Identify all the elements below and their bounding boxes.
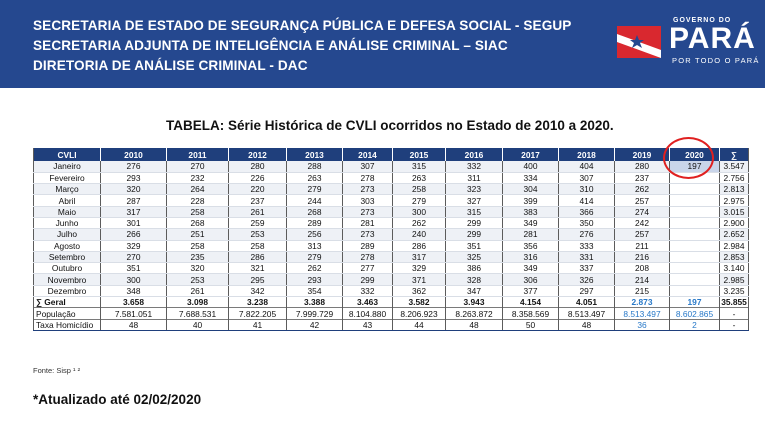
table-row-rate [34,319,749,330]
header-line-segup: SECRETARIA DE ESTADO DE SEGURANÇA PÚBLICA E DEFESA SOCIAL - SEGUP [33,18,572,33]
row-label: Setembro [34,251,101,262]
table-cell: 258 [167,206,229,217]
table-cell: 306 [503,274,559,285]
table-cell: 280 [229,161,287,172]
table-cell: 7.822.205 [229,308,287,319]
cvli-table [33,148,749,331]
table-cell: 266 [101,229,167,240]
table-cell: 8.206.923 [393,308,446,319]
table-cell: 7.999.729 [287,308,343,319]
header-text-block [33,16,571,76]
table-cell: 293 [101,172,167,183]
table-cell: 331 [559,251,615,262]
header-cell-year: 2016 [446,148,503,161]
table-cell: 342 [229,285,287,296]
table-cell: 197 [670,161,720,172]
table-row-month [34,161,749,172]
table-cell: 304 [503,184,559,195]
table-row-population [34,308,749,319]
table-cell: 258 [393,184,446,195]
table-cell: 278 [343,172,393,183]
table-cell: 251 [167,229,229,240]
table-cell: 299 [446,229,503,240]
table-cell: 42 [287,319,343,330]
table-cell: 377 [503,285,559,296]
table-cell: 232 [167,172,229,183]
table-row-month [34,184,749,195]
table-cell: 279 [287,251,343,262]
table-cell: 276 [101,161,167,172]
table-cell: 287 [101,195,167,206]
table-cell: 214 [615,274,670,285]
row-label: Outubro [34,263,101,274]
table-cell [670,217,720,228]
table-cell: 2.813 [720,184,749,195]
table-cell: 281 [343,217,393,228]
table-cell: 3.582 [393,297,446,308]
table-cell: 366 [559,206,615,217]
table-cell: 2.984 [720,240,749,251]
table-cell: 268 [167,217,229,228]
table-cell: 36 [615,319,670,330]
table-cell: 299 [446,217,503,228]
table-cell: 371 [393,274,446,285]
table-cell: 215 [615,285,670,296]
table-cell: 8.513.497 [615,308,670,319]
table-cell: 325 [446,251,503,262]
table-cell: 261 [167,285,229,296]
row-label: População [34,308,101,319]
table-cell: 50 [503,319,559,330]
table-cell: 41 [229,319,287,330]
table-cell: 244 [287,195,343,206]
row-label: Janeiro [34,161,101,172]
table-cell: 3.015 [720,206,749,217]
table-cell: 3.463 [343,297,393,308]
table-cell: 208 [615,263,670,274]
header-cell-year: 2013 [287,148,343,161]
header-line-dac: DIRETORIA DE ANÁLISE CRIMINAL - DAC [33,58,308,73]
table-cell: 334 [503,172,559,183]
table-cell: 242 [615,217,670,228]
table-cell: 404 [559,161,615,172]
table-cell: 2.873 [615,297,670,308]
table-cell: 277 [343,263,393,274]
table-cell: 300 [101,274,167,285]
table-cell: 2.975 [720,195,749,206]
table-cell: 2.853 [720,251,749,262]
table-cell: 273 [343,184,393,195]
table-cell: 337 [559,263,615,274]
table-row-month [34,274,749,285]
table-cell: 48 [559,319,615,330]
row-label: Dezembro [34,285,101,296]
table-cell: 333 [559,240,615,251]
table-cell: 414 [559,195,615,206]
table-cell: 400 [503,161,559,172]
table-cell [670,274,720,285]
row-label: Fevereiro [34,172,101,183]
table-cell: 320 [167,263,229,274]
header-cell-total: ∑ [720,148,749,161]
table-cell: 349 [503,263,559,274]
table-cell: 300 [393,206,446,217]
table-cell: 216 [615,251,670,262]
table-cell: 327 [446,195,503,206]
table-cell: 197 [670,297,720,308]
table-cell: 328 [446,274,503,285]
table-row-month [34,206,749,217]
table-cell: 3.098 [167,297,229,308]
table-cell: 289 [287,217,343,228]
row-label: Novembro [34,274,101,285]
table-cell: 288 [287,161,343,172]
table-cell: 270 [101,251,167,262]
para-flag-icon [617,26,661,58]
table-cell: 273 [343,229,393,240]
table-cell [670,229,720,240]
table-cell: 270 [167,161,229,172]
table-cell: 226 [229,172,287,183]
table-cell: 281 [503,229,559,240]
row-label: Maio [34,206,101,217]
table-cell: 268 [287,206,343,217]
table-cell: 332 [446,161,503,172]
table-cell: 329 [393,263,446,274]
table-cell: 329 [101,240,167,251]
table-cell: 2.756 [720,172,749,183]
row-label: Julho [34,229,101,240]
table-cell: 347 [446,285,503,296]
row-label: Taxa Homicídio [34,319,101,330]
table-cell: 316 [503,251,559,262]
table-cell [670,240,720,251]
logo-main-text: PARÁ [669,22,756,55]
table-title: TABELA: Série Histórica de CVLI ocorridos no Estado de 2010 a 2020. [166,118,614,133]
header-cell-year: 2014 [343,148,393,161]
header-cell-cvli: CVLI [34,148,101,161]
table-cell: 3.943 [446,297,503,308]
table-cell: 362 [393,285,446,296]
table-cell: 311 [446,172,503,183]
table-cell: 8.104.880 [343,308,393,319]
row-label: Abril [34,195,101,206]
table-cell: 262 [287,263,343,274]
table-cell: 8.513.497 [559,308,615,319]
header-cell-year: 2010 [101,148,167,161]
row-label: ∑ Geral [34,297,101,308]
table-cell: 257 [615,195,670,206]
table-cell: 301 [101,217,167,228]
table-cell: 295 [229,274,287,285]
table-row-month [34,217,749,228]
table-cell: 228 [167,195,229,206]
table-cell: 2.652 [720,229,749,240]
table-row-month [34,195,749,206]
table-cell: 48 [101,319,167,330]
table-cell: 286 [229,251,287,262]
table-row-month [34,240,749,251]
table-cell: 40 [167,319,229,330]
table-cell: 326 [559,274,615,285]
table-cell: 383 [503,206,559,217]
table-cell [670,195,720,206]
table-cell: 307 [559,172,615,183]
table-row-total [34,297,749,308]
table-cell: 354 [287,285,343,296]
table-cell: 262 [393,217,446,228]
table-cell: 7.581.051 [101,308,167,319]
table-cell: 258 [229,240,287,251]
table-cell: 313 [287,240,343,251]
table-cell: 278 [343,251,393,262]
table-cell: 351 [101,263,167,274]
highlight-circle-2020 [663,137,714,179]
table-cell: 262 [615,184,670,195]
table-cell: 253 [229,229,287,240]
table-cell: 399 [503,195,559,206]
source-note: Fonte: Sisp ¹ ² [33,366,81,375]
table-header-row [34,148,749,161]
table-cell: 2.900 [720,217,749,228]
table-cell: 299 [343,274,393,285]
table-cell: 279 [393,195,446,206]
table-cell: 323 [446,184,503,195]
table-cell: 211 [615,240,670,251]
table-cell: 3.235 [720,285,749,296]
header-cell-year: 2015 [393,148,446,161]
table-cell: 4.154 [503,297,559,308]
table-cell: 280 [615,161,670,172]
table-cell: 43 [343,319,393,330]
table-row-month [34,172,749,183]
table-cell: 259 [229,217,287,228]
row-label: Agosto [34,240,101,251]
table-cell: 303 [343,195,393,206]
table-cell: 356 [503,240,559,251]
table-cell: 286 [393,240,446,251]
table-cell: 273 [343,206,393,217]
header-cell-year: 2017 [503,148,559,161]
table-cell [670,206,720,217]
table-cell: 3.658 [101,297,167,308]
table-cell [670,184,720,195]
table-cell: 263 [287,172,343,183]
header-cell-year: 2012 [229,148,287,161]
table-cell: 274 [615,206,670,217]
table-cell: 307 [343,161,393,172]
row-label: Março [34,184,101,195]
table-cell [670,263,720,274]
table-cell: 261 [229,206,287,217]
table-cell: 350 [559,217,615,228]
table-cell: 240 [393,229,446,240]
logo-top-text: GOVERNO DO [673,17,732,24]
table-cell: 257 [615,229,670,240]
table-cell: 3.547 [720,161,749,172]
table-cell: 237 [615,172,670,183]
table-cell: 317 [393,251,446,262]
header-cell-year: 2011 [167,148,229,161]
header-banner [0,0,765,88]
table-cell [670,285,720,296]
table-cell: 48 [446,319,503,330]
table-cell: 235 [167,251,229,262]
table-cell: 3.140 [720,263,749,274]
table-cell: 348 [101,285,167,296]
table-row-month [34,229,749,240]
table-cell: 386 [446,263,503,274]
header-cell-year: 2019 [615,148,670,161]
table-cell: 321 [229,263,287,274]
table-cell: 351 [446,240,503,251]
table-cell: 3.238 [229,297,287,308]
table-cell: 44 [393,319,446,330]
table-cell: 276 [559,229,615,240]
table-row-month [34,251,749,262]
table-cell: 253 [167,274,229,285]
governo-para-logo [615,14,760,66]
table-cell: - [720,308,749,319]
table-cell: 8.602.865 [670,308,720,319]
table-cell: 258 [167,240,229,251]
table-cell: 315 [393,161,446,172]
header-cell-year: 2018 [559,148,615,161]
table-cell: 2.985 [720,274,749,285]
table-cell: 315 [446,206,503,217]
table-cell: 279 [287,184,343,195]
table-cell: 263 [393,172,446,183]
table-cell: 256 [287,229,343,240]
table-cell: 237 [229,195,287,206]
table-cell: 293 [287,274,343,285]
table-cell: 8.263.872 [446,308,503,319]
table-cell: 317 [101,206,167,217]
table-cell: 7.688.531 [167,308,229,319]
table-row-month [34,285,749,296]
table-cell: 8.358.569 [503,308,559,319]
table-cell [670,251,720,262]
row-label: Junho [34,217,101,228]
table-cell: 349 [503,217,559,228]
table-cell: 289 [343,240,393,251]
updated-note: *Atualizado até 02/02/2020 [33,392,202,407]
logo-tagline: POR TODO O PARÁ [672,56,760,65]
header-line-siac: SECRETARIA ADJUNTA DE INTELIGÊNCIA E ANÁLISE CRIMINAL – SIAC [33,38,508,53]
table-cell: 3.388 [287,297,343,308]
table-cell: 320 [101,184,167,195]
table-cell: - [720,319,749,330]
table-cell: 220 [229,184,287,195]
table-cell: 310 [559,184,615,195]
table-cell: 264 [167,184,229,195]
table-cell: 297 [559,285,615,296]
table-cell: 332 [343,285,393,296]
table-cell: 4.051 [559,297,615,308]
header-cell-year: 2020 [670,148,720,161]
table-row-month [34,263,749,274]
table-cell: 35.855 [721,297,747,308]
table-cell: 2 [670,319,720,330]
